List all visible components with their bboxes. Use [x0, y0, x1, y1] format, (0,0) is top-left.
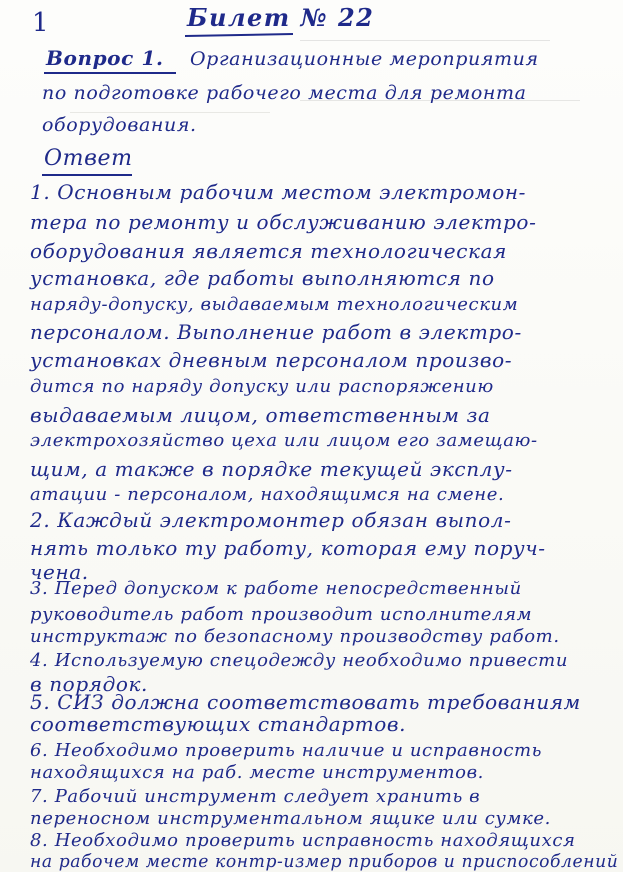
answer-line: 2. Каждый электромонтер обязан выпол- — [30, 508, 512, 532]
answer-line: 6. Необходимо проверить наличие и исправность — [30, 740, 543, 761]
answer-line: тера по ремонту и обслуживанию электро- — [30, 210, 537, 234]
answer-line: руководитель работ производит исполнителям — [30, 604, 533, 625]
question-line: Организационные мероприятия — [190, 48, 539, 70]
answer-line: выдаваемым лицом, ответственным за — [30, 403, 491, 427]
question-line: оборудования. — [42, 114, 197, 136]
ticket-title: Билет № 22 — [187, 3, 375, 32]
answer-line: оборудования является технологическая — [30, 239, 507, 263]
answer-line: установках дневным персоналом произво- — [30, 348, 513, 372]
answer-line: персоналом. Выполнение работ в электро- — [30, 320, 522, 344]
answer-label: Ответ — [44, 146, 133, 171]
answer-line: переносном инструментальном ящике или сумке. — [30, 808, 551, 829]
answer-line: 8. Необходимо проверить исправность находящихся — [30, 830, 576, 851]
answer-line: 1. Основным рабочим местом электромон- — [30, 180, 526, 204]
answer-line: нять только ту работу, которая ему поруч- — [30, 536, 546, 560]
answer-line: 4. Используемую спецодежду необходимо привести — [30, 650, 569, 671]
answer-line: чена. — [30, 560, 89, 584]
question-label: Вопрос 1. — [46, 46, 164, 70]
answer-line: в порядок. — [30, 672, 148, 696]
answer-line: находящихся на раб. месте инструментов. — [30, 762, 484, 783]
answer-line: электрохозяйство цеха или лицом его замещаю- — [30, 430, 538, 451]
question-label-underline — [44, 72, 176, 74]
answer-line: атации - персоналом, находящимся на смене. — [30, 484, 505, 505]
bleed-through-print — [300, 40, 550, 45]
answer-line: инструктаж по безопасному производству работ. — [30, 626, 560, 647]
answer-line: соответствующих стандартов. — [30, 712, 407, 736]
answer-line: 3. Перед допуском к работе непосредственный — [30, 578, 522, 599]
title-underline — [185, 33, 293, 37]
answer-line: установка, где работы выполняются по — [30, 266, 495, 290]
answer-line: на рабочем месте контр-измер приборов и приспособлений — [30, 851, 619, 872]
answer-line: щим, а также в порядке текущей эксплу- — [30, 457, 513, 481]
answer-line: дится по наряду допуску или распоряжению — [30, 376, 494, 397]
question-line: по подготовке рабочего места для ремонта — [42, 82, 527, 104]
answer-line: 7. Рабочий инструмент следует хранить в — [30, 786, 481, 807]
answer-line: наряду-допуску, выдаваемым технологическим — [30, 294, 519, 315]
answer-label-underline — [42, 174, 132, 176]
answer-line: 5. СИЗ должна соответствовать требованиям — [30, 690, 581, 714]
page-number: 1 — [32, 8, 50, 38]
